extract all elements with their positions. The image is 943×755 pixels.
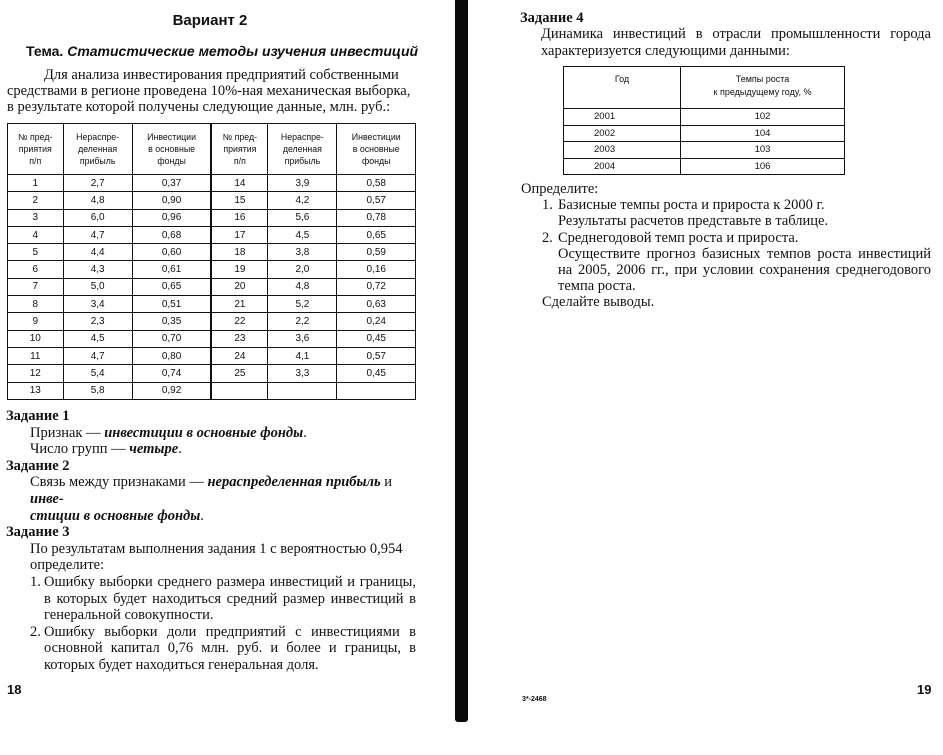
table-cell: 2,2 bbox=[268, 313, 337, 330]
table-cell: 11 bbox=[8, 347, 64, 364]
table-cell: 24 bbox=[211, 347, 267, 364]
rate-cell: 102 bbox=[681, 109, 845, 126]
table-cell: 7 bbox=[8, 278, 64, 295]
table-cell: 3,8 bbox=[268, 244, 337, 261]
table-row bbox=[8, 209, 416, 226]
book-spine bbox=[455, 0, 468, 722]
table-cell: 8 bbox=[8, 296, 64, 313]
conclusion: Сделайте выводы. bbox=[542, 294, 655, 311]
header-cell: Инвестиции в основные фонды bbox=[132, 124, 211, 175]
table-cell: 2,0 bbox=[268, 261, 337, 278]
year-cell: 2004 bbox=[564, 158, 681, 175]
task3-item: 1. Ошибку выборки среднего размера инвестиций и границы, в которых будет находиться средний размер инвестиций в генеральной совокупности. bbox=[30, 573, 416, 624]
task3-item: 2. Ошибку выборки доли предприятий с инвестициями в основной капитал 0,76 млн. руб. и более и границы, в которых будет находиться генеральная доля. bbox=[30, 623, 416, 673]
table-cell: 0,45 bbox=[337, 330, 416, 347]
table-cell: 0,63 bbox=[337, 296, 416, 313]
intro-line: в результате которой получены следующие данные, млн. руб.: bbox=[7, 99, 391, 115]
table-row bbox=[8, 313, 416, 330]
table-row bbox=[564, 158, 845, 175]
table-row bbox=[564, 142, 845, 159]
table-cell: 4,5 bbox=[268, 226, 337, 243]
table-cell bbox=[337, 382, 416, 399]
task4-item-sub: Осуществите прогноз базисных темпов роста инвестиций на 2005, 2006 гг., при условии сохранения среднегодового темпа роста. bbox=[558, 245, 931, 295]
task1-heading: Задание 1 bbox=[6, 408, 70, 424]
table-cell: 5,2 bbox=[268, 296, 337, 313]
task1-line: Число групп — четыре. bbox=[30, 441, 182, 458]
table-row bbox=[8, 278, 416, 295]
table-cell: 25 bbox=[211, 365, 267, 382]
topic-heading bbox=[26, 43, 418, 59]
table-cell: 0,16 bbox=[337, 261, 416, 278]
table-cell: 6 bbox=[8, 261, 64, 278]
table-cell: 4,8 bbox=[63, 192, 132, 209]
table-cell: 4,8 bbox=[268, 278, 337, 295]
enterprise-data-table bbox=[7, 123, 416, 400]
page-number-right: 19 bbox=[917, 682, 932, 697]
table-cell: 0,60 bbox=[132, 244, 211, 261]
table-row bbox=[8, 330, 416, 347]
table-cell: 1 bbox=[8, 175, 64, 192]
table-row bbox=[8, 175, 416, 192]
growth-rate-table bbox=[563, 66, 845, 175]
header-cell: Инвестиции в основные фонды bbox=[337, 124, 416, 175]
header-cell: Нераспре- деленная прибыль bbox=[268, 124, 337, 175]
table-cell: 21 bbox=[211, 296, 267, 313]
table-cell: 5,8 bbox=[63, 382, 132, 399]
header-cell: № пред- приятия п/п bbox=[211, 124, 267, 175]
task4-heading: Задание 4 bbox=[520, 10, 584, 26]
table-header-row bbox=[564, 67, 845, 109]
table-row bbox=[8, 382, 416, 399]
table-row bbox=[8, 192, 416, 209]
task1-line: Признак — инвестиции в основные фонды. bbox=[30, 424, 307, 441]
table-cell: 4,2 bbox=[268, 192, 337, 209]
determine-label: Определите: bbox=[521, 181, 599, 197]
table-row bbox=[8, 347, 416, 364]
table-cell: 5,0 bbox=[63, 278, 132, 295]
table-cell: 16 bbox=[211, 209, 267, 226]
table-cell: 4,4 bbox=[63, 244, 132, 261]
header-cell: № пред- приятия п/п bbox=[8, 124, 64, 175]
table-cell: 0,65 bbox=[132, 278, 211, 295]
topic-label: Тема. bbox=[26, 43, 64, 59]
header-cell-year: Год bbox=[564, 67, 681, 109]
table-cell: 18 bbox=[211, 244, 267, 261]
table-cell: 3,9 bbox=[268, 175, 337, 192]
topic-text: Статистические методы изучения инвестиций bbox=[67, 43, 419, 59]
table-cell: 17 bbox=[211, 226, 267, 243]
table-cell: 4,7 bbox=[63, 347, 132, 364]
intro-line: Для анализа инвестирования предприятий собственными bbox=[44, 67, 399, 83]
tasks-section bbox=[6, 408, 416, 674]
table-cell: 0,65 bbox=[337, 226, 416, 243]
table-cell: 4,1 bbox=[268, 347, 337, 364]
table-cell: 0,74 bbox=[132, 365, 211, 382]
task4-item-sub: Результаты расчетов представьте в таблице. bbox=[558, 213, 829, 230]
table-header-row bbox=[8, 124, 416, 175]
table-cell: 0,37 bbox=[132, 175, 211, 192]
table-cell bbox=[268, 382, 337, 399]
print-code: 3*-2468 bbox=[522, 696, 547, 703]
year-cell: 2003 bbox=[564, 142, 681, 159]
table-cell: 23 bbox=[211, 330, 267, 347]
task3-heading: Задание 3 bbox=[6, 524, 70, 541]
table-cell: 4,5 bbox=[63, 330, 132, 347]
table-cell: 0,90 bbox=[132, 192, 211, 209]
rate-cell: 106 bbox=[681, 158, 845, 175]
intro-paragraph bbox=[7, 67, 415, 115]
page-number-left: 18 bbox=[7, 682, 22, 697]
table-row bbox=[8, 296, 416, 313]
table-cell: 9 bbox=[8, 313, 64, 330]
variant-title: Вариант 2 bbox=[172, 12, 248, 29]
table-cell: 0,92 bbox=[132, 382, 211, 399]
task4-item: 2. Среднегодовой темп роста и прироста. bbox=[542, 229, 799, 246]
table-cell: 2 bbox=[8, 192, 64, 209]
table-cell: 13 bbox=[8, 382, 64, 399]
table-cell: 5,6 bbox=[268, 209, 337, 226]
table-cell: 5,4 bbox=[63, 365, 132, 382]
table-cell: 0,70 bbox=[132, 330, 211, 347]
table-cell: 6,0 bbox=[63, 209, 132, 226]
table-cell: 0,96 bbox=[132, 209, 211, 226]
table-cell: 3,3 bbox=[268, 365, 337, 382]
table-cell: 0,35 bbox=[132, 313, 211, 330]
table-cell: 3 bbox=[8, 209, 64, 226]
table-cell: 0,57 bbox=[337, 347, 416, 364]
table-cell: 0,58 bbox=[337, 175, 416, 192]
table-cell: 0,80 bbox=[132, 347, 211, 364]
rate-cell: 104 bbox=[681, 125, 845, 142]
table-cell: 15 bbox=[211, 192, 267, 209]
table-row bbox=[8, 244, 416, 261]
table-cell: 0,51 bbox=[132, 296, 211, 313]
task4-item: 1. Базисные темпы роста и прироста к 2000 г. bbox=[542, 197, 825, 214]
header-cell: Нераспре- деленная прибыль bbox=[63, 124, 132, 175]
table-cell bbox=[211, 382, 267, 399]
table-row bbox=[564, 125, 845, 142]
table-cell: 0,68 bbox=[132, 226, 211, 243]
task3-intro: По результатам выполнения задания 1 с вероятностью 0,954 определите: bbox=[30, 540, 403, 574]
table-cell: 22 bbox=[211, 313, 267, 330]
table-cell: 12 bbox=[8, 365, 64, 382]
table-cell: 0,72 bbox=[337, 278, 416, 295]
table-cell: 19 bbox=[211, 261, 267, 278]
table-cell: 3,6 bbox=[268, 330, 337, 347]
table-cell: 5 bbox=[8, 244, 64, 261]
table-cell: 4,7 bbox=[63, 226, 132, 243]
table-cell: 0,45 bbox=[337, 365, 416, 382]
table-cell: 0,59 bbox=[337, 244, 416, 261]
task2-heading: Задание 2 bbox=[6, 457, 70, 474]
year-cell: 2002 bbox=[564, 125, 681, 142]
table-row bbox=[8, 226, 416, 243]
table-cell: 3,4 bbox=[63, 296, 132, 313]
table-cell: 0,57 bbox=[337, 192, 416, 209]
table-cell: 20 bbox=[211, 278, 267, 295]
task4-intro: Динамика инвестиций в отрасли промышленности города характеризуется следующими данными: bbox=[541, 26, 931, 59]
year-cell: 2001 bbox=[564, 109, 681, 126]
table-cell: 4,3 bbox=[63, 261, 132, 278]
table-cell: 2,7 bbox=[63, 175, 132, 192]
table-cell: 2,3 bbox=[63, 313, 132, 330]
table-cell: 0,24 bbox=[337, 313, 416, 330]
table-cell: 0,78 bbox=[337, 209, 416, 226]
table-cell: 10 bbox=[8, 330, 64, 347]
rate-cell: 103 bbox=[681, 142, 845, 159]
header-cell-rate: Темпы роста к предыдущему году, % bbox=[681, 67, 845, 109]
table-row bbox=[8, 365, 416, 382]
table-cell: 0,61 bbox=[132, 261, 211, 278]
table-row bbox=[8, 261, 416, 278]
task2-text: Связь между признаками — нераспределенная прибыль и инве- стиции в основные фонды. bbox=[30, 474, 393, 524]
table-row bbox=[564, 109, 845, 126]
intro-line: средствами в регионе проведена 10%-ная механическая выборка, bbox=[7, 83, 411, 99]
task4-questions bbox=[521, 181, 931, 311]
table-cell: 4 bbox=[8, 226, 64, 243]
table-cell: 14 bbox=[211, 175, 267, 192]
